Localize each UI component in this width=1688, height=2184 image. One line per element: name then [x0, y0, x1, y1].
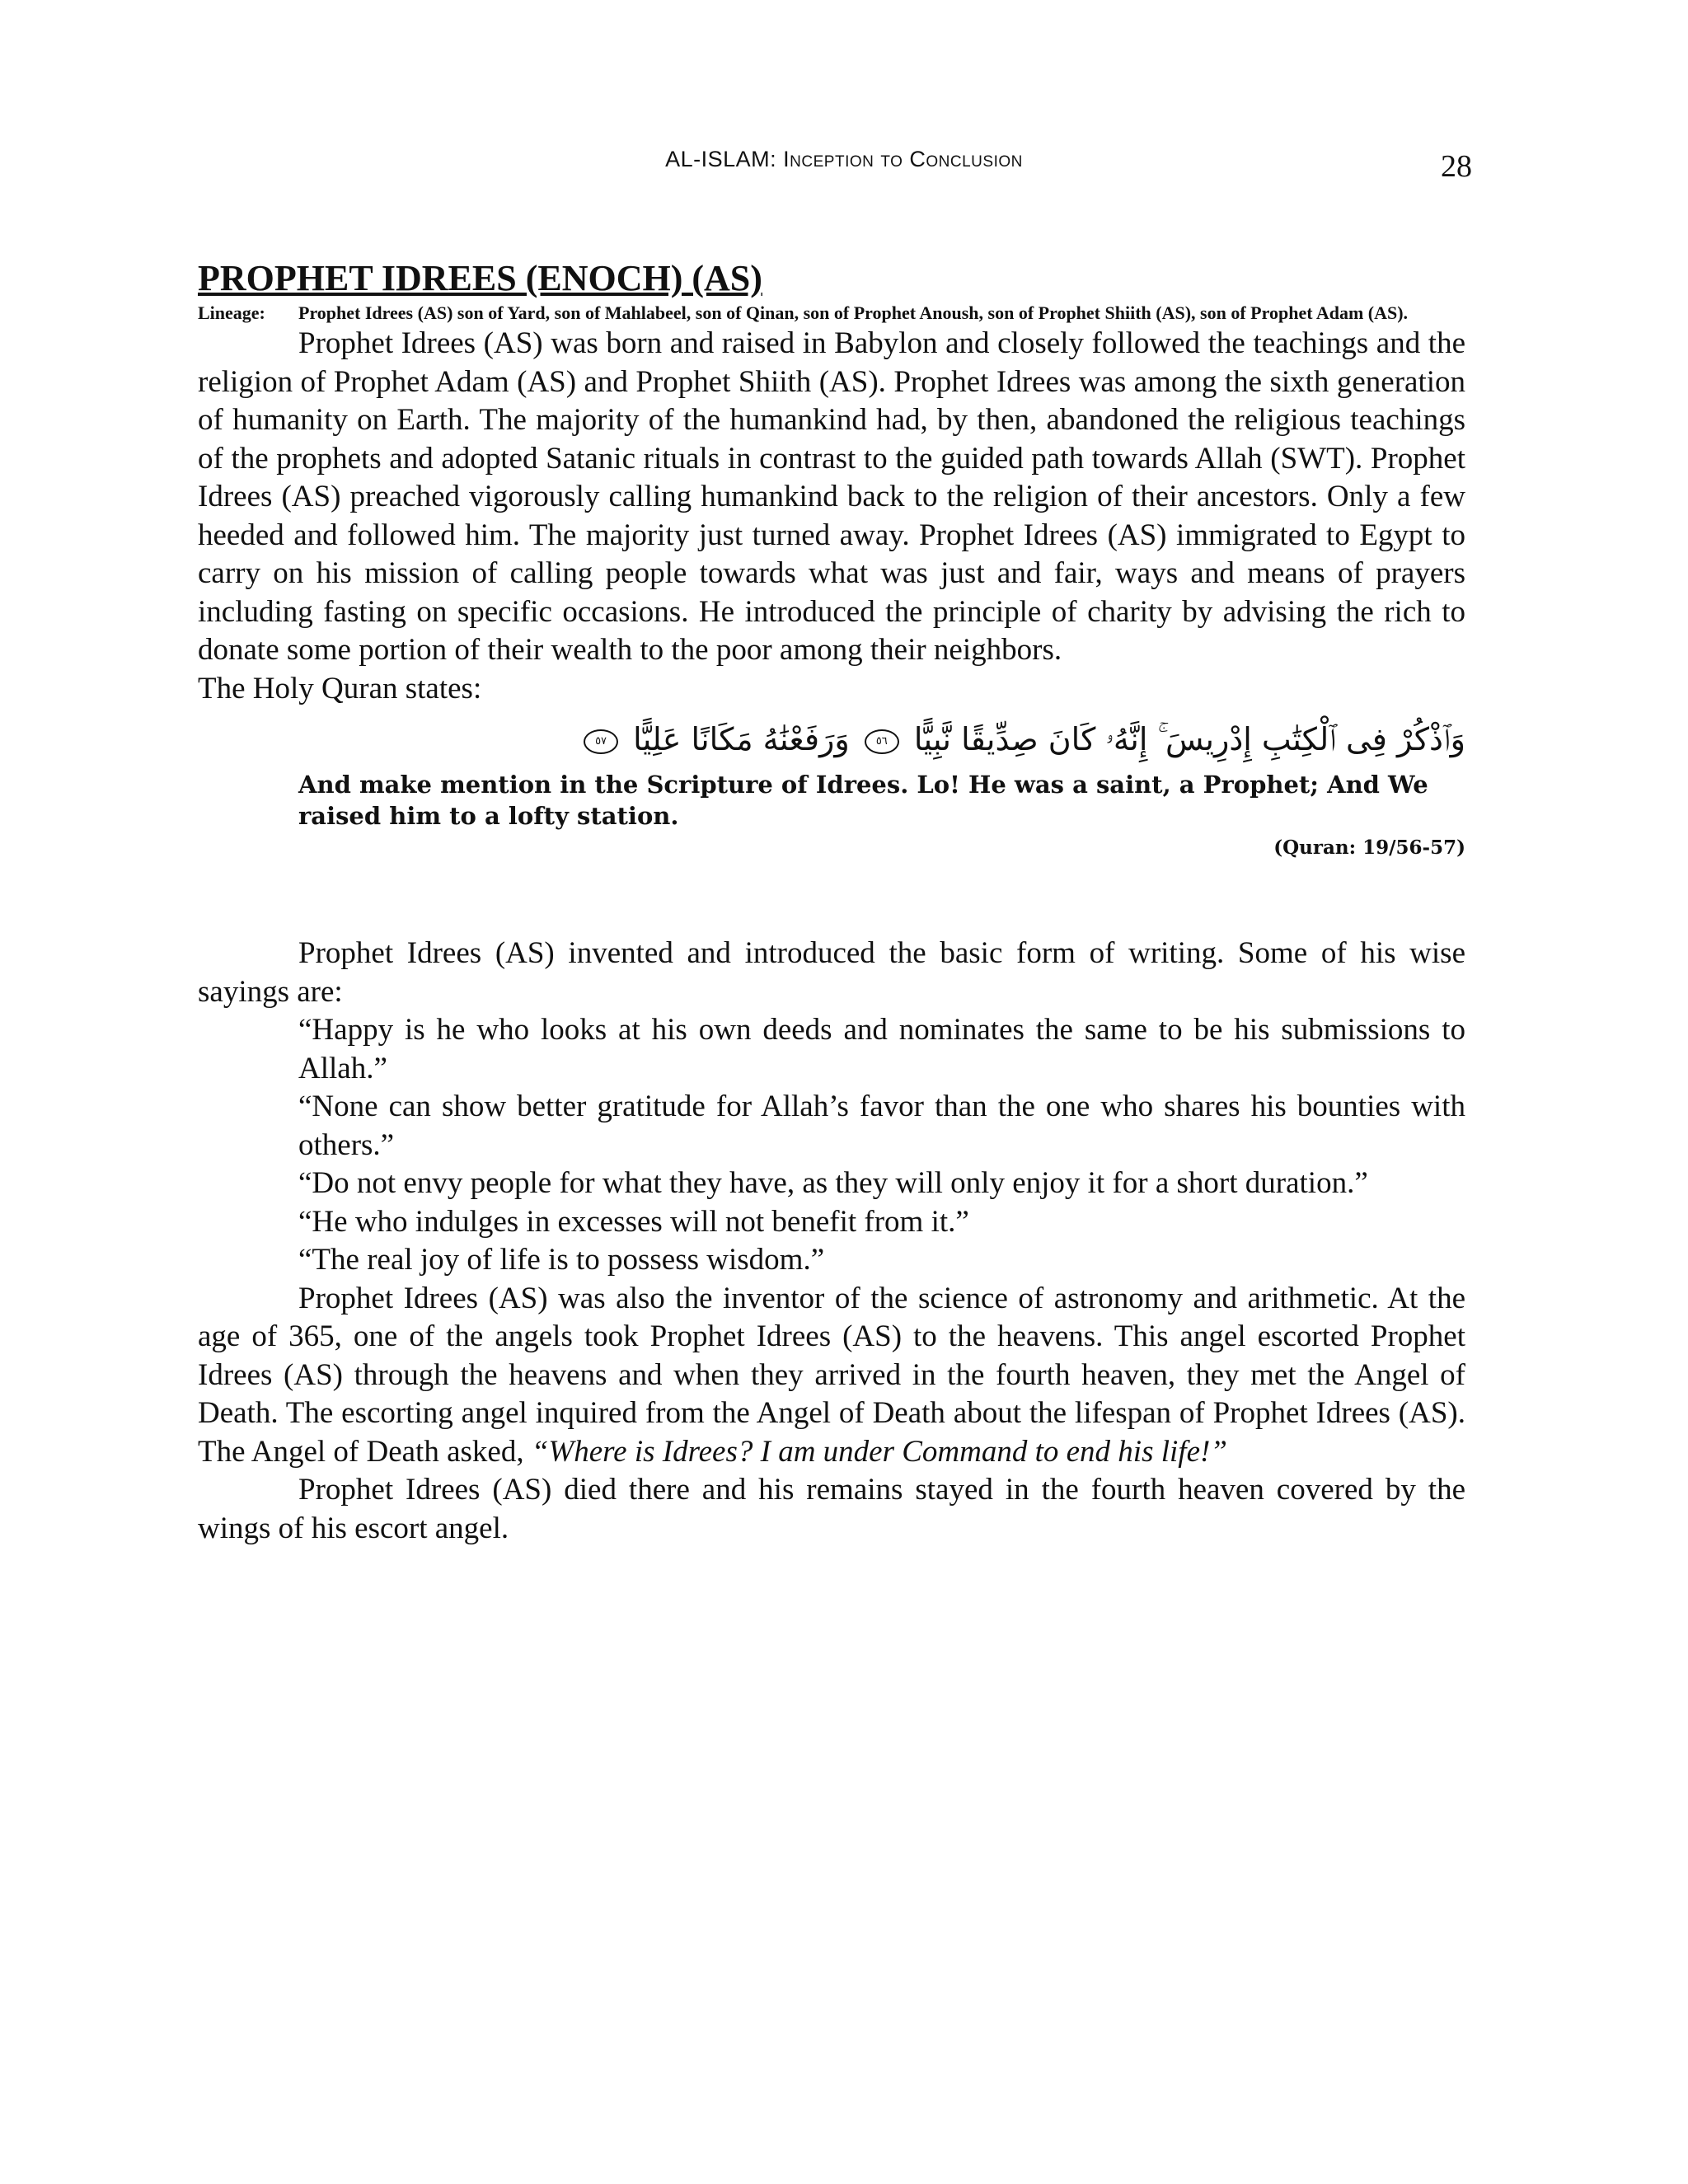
lineage-block [198, 302, 1465, 325]
quran-intro: The Holy Quran states: [198, 671, 482, 705]
section-title: PROPHET IDREES (ENOCH) (AS) [198, 258, 762, 298]
arabic-verse-56: وَٱذْكُرْ فِى ٱلْكِتَٰبِ إِدْرِيسَ ۚ إِنَّهُۥ كَانَ صِدِّيقًا نَّبِيًّا [913, 721, 1465, 757]
saying-1: “Happy is he who looks at his own deeds and nominates the same to be his submissions to Allah.” [298, 1013, 1465, 1085]
verse-translation: And make mention in the Scripture of Idrees. Lo! He was a saint, a Prophet; And We raised him to a lofty station. [298, 771, 1428, 830]
lineage-label: Lineage: [198, 302, 265, 323]
paragraph-2: Prophet Idrees (AS) invented and introduced the basic form of writing. Some of his wise sayings are: [198, 936, 1465, 1009]
angel-of-death-quote: “Where is Idrees? I am under Command to end his life!” [531, 1434, 1227, 1469]
ayah-marker-56: ٥٦ [865, 729, 899, 754]
arabic-verse [198, 715, 1465, 764]
paragraph-1: Prophet Idrees (AS) was born and raised in Babylon and closely followed the teachings and the religion of Prophet Adam (AS) and Prophet Shiith (AS). Prophet Idrees was among the sixth generation of humanity on Earth. The majority of the humankind had, by then, abandoned the religious teachings of the prophets and adopted Satanic rituals in contrast to the guided path towards Allah (SWT). Prophet Idrees (AS) preached vigorously calling humankind back to the religion of their ancestors. Only a few heeded and followed him. The majority just turned away. Prophet Idrees (AS) immigrated to Egypt to carry on his mission of calling people towards what was just and fair, ways and means of prayers including fasting on specific occasions. He introduced the principle of charity by advising the rich to donate some portion of their wealth to the poor among their neighbors. [198, 326, 1465, 667]
arabic-verse-57: وَرَفَعْنَٰهُ مَكَانًا عَلِيًّا [633, 721, 850, 757]
section-gap [198, 859, 1465, 935]
page-content [198, 257, 1465, 1548]
verse-citation: (Quran: 19/56-57) [1273, 837, 1465, 859]
saying-5: “The real joy of life is to possess wisdom.” [298, 1243, 825, 1277]
running-header: AL-ISLAM: Inception to Conclusion [665, 147, 1023, 171]
lineage-text: Prophet Idrees (AS) son of Yard, son of Mahlabeel, son of Qinan, son of Prophet Anoush, son of Prophet Shiith (AS), son of Prophet Adam (AS). [298, 302, 1409, 323]
saying-2: “None can show better gratitude for Allah’s favor than the one who shares his bounties with others.” [298, 1090, 1465, 1162]
paragraph-3-text: Prophet Idrees (AS) was also the inventor of the science of astronomy and arithmetic. At the age of 365, one of the angels took Prophet Idrees (AS) to the heavens. This angel escorted Prophet Idrees (AS) through the heavens and when they arrived in the fourth heaven, they met the Angel of Death. The escorting angel inquired from the Angel of Death about the lifespan of Prophet Idrees (AS). The Angel of Death asked, [198, 1281, 1465, 1469]
saying-4: “He who indulges in excesses will not benefit from it.” [298, 1204, 969, 1239]
paragraph-4: Prophet Idrees (AS) died there and his remains stayed in the fourth heaven covered by the wings of his escort angel. [198, 1473, 1465, 1545]
page-number: 28 [1441, 149, 1472, 184]
ayah-marker-57: ٥٧ [584, 729, 618, 754]
paragraph-3 [198, 1280, 1465, 1472]
saying-3: “Do not envy people for what they have, as they will only enjoy it for a short duration.” [298, 1166, 1368, 1200]
